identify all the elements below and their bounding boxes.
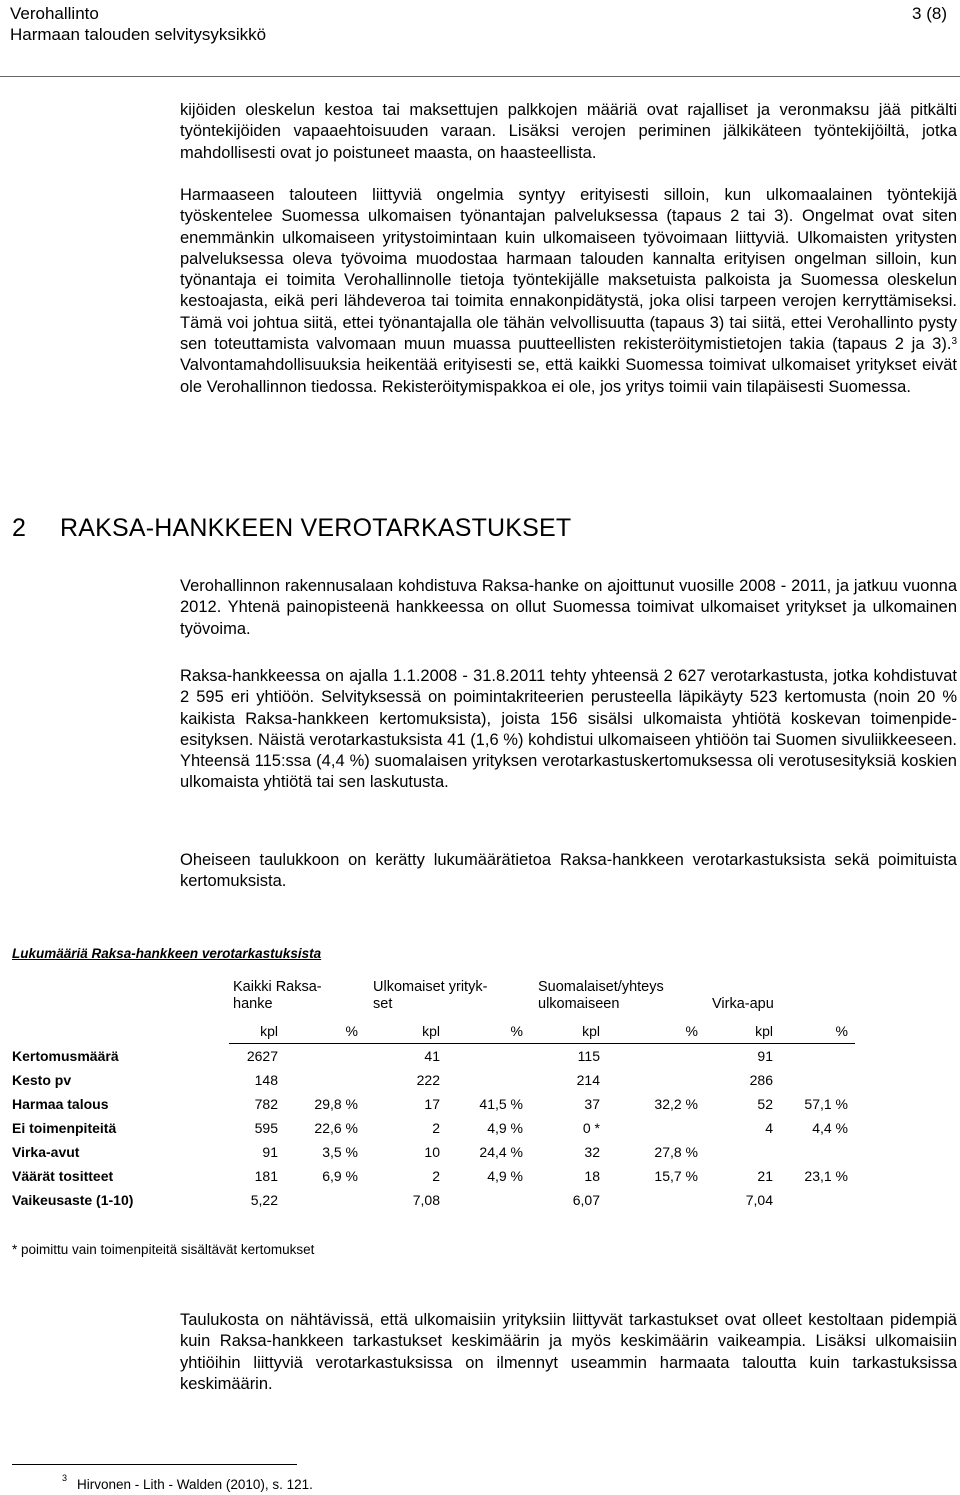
table-cell: 2 [432,1120,440,1136]
table-cell: 5,22 [250,1192,278,1208]
table-cell: 4,9 % [487,1168,523,1184]
col-group-header: Kaikki Raksa- hanke [233,979,322,1012]
table-cell: 115 [577,1048,600,1064]
table-cell: 0 * [582,1120,600,1136]
page-header-left [10,3,266,45]
footnote-text: Hirvonen - Lith - Walden (2010), s. 121. [77,1477,313,1492]
table-cell: 27,8 % [654,1144,698,1160]
footnote-ref: 3 [951,336,957,348]
row-label: Vaikeusaste (1-10) [12,1192,134,1208]
table-cell: 32,2 % [654,1096,698,1112]
table-cell: 23,1 % [804,1168,848,1184]
table-note: * poimittu vain toimenpiteitä sisältävät kertomukset [12,1242,315,1257]
table-cell: 32 [584,1144,600,1160]
section-number: 2 [12,514,27,542]
subheader-cell: kpl [755,1023,773,1039]
table-title: Lukumääriä Raksa-hankkeen verotarkastuksista [12,946,322,961]
subheader-cell: % [685,1023,698,1039]
table-cell: 91 [757,1048,773,1064]
row-label: Kesto pv [12,1072,72,1088]
table-cell: 21 [757,1168,773,1184]
row-label: Kertomusmäärä [12,1048,119,1064]
table-cell: 17 [424,1096,440,1112]
table-cell: 782 [254,1096,278,1112]
paragraph-5: Oheiseen taulukkoon on kerätty lukumäärätietoa Raksa-hankkeen verotarkastuksista sekä poimituista kertomuksista. [180,851,957,891]
table-cell: 4,4 % [812,1120,848,1136]
table-cell: 37 [584,1096,600,1112]
subheader-cell: % [345,1023,358,1039]
table-cell: 57,1 % [804,1096,848,1112]
footnote-mark: 3 [62,1473,68,1483]
table-cell: 52 [757,1096,773,1112]
page-number: 3 (8) [912,4,947,23]
section-title: RAKSA-HANKKEEN VEROTARKASTUKSET [60,514,572,542]
footnote-divider [12,1464,297,1465]
table-cell: 7,04 [745,1192,773,1208]
paragraph-1: kijöiden oleskelun kestoa tai maksettujen palkkojen määriä ovat rajalliset ja veronmaksu jää pitkälti työntekijöiden vapaaehtoisuuden varaan. Lisäksi verojen periminen jälkikäteen työntekijöiltä, jotka mahdollisesti ovat jo poistuneet maasta, on haasteellista. [180,101,957,162]
col-group-header: Suomalaiset/yhteys ulkomaiseen [538,979,664,1012]
table-cell: 29,8 % [314,1096,358,1112]
paragraph-4: Raksa-hankkeessa on ajalla 1.1.2008 - 31.8.2011 tehty yhteensä 2 627 verotarkastusta, jotka kohdistuvat 2 595 eri yhtiöön. Selvityksessä on poimintakriteerien perusteella läpikäyty 523 kertomusta (noin 20 % kaikista Raksa-hankkeen kertomuksista), joista 156 sisälsi ulkomaista yhtiötä koskevan toimenpide-esityksen. Näistä verotarkastuksista 41 (1,6 %) kohdistui ulkomaiseen yhtiöön tai Suomen sivuliikkeeseen. Yhteensä 115:ssa (4,4 %) suomalaisen yrityksen verotarkastuskertomuksessa oli verotusesityksiä koskien ulkomaista yhtiötä tai sen laskutusta. [180,667,957,792]
row-label: Virka-avut [12,1144,80,1160]
row-label: Harmaa talous [12,1096,109,1112]
subheader-cell: kpl [260,1023,278,1039]
row-label: Ei toimenpiteitä [12,1120,117,1136]
table-cell: 15,7 % [654,1168,698,1184]
table-cell: 286 [749,1072,773,1088]
table-cell: 41,5 % [479,1096,523,1112]
footnote [62,1473,313,1492]
section-heading [12,514,571,543]
table-cell: 6,07 [572,1192,600,1208]
paragraph-2-text-a: Harmaaseen talouteen liittyviä ongelmia syntyy erityisesti silloin, kun ulkomaalainen työntekijä työskentelee Suomessa ulkomaisen työnantajan palveluksessa (tapaus 2 tai 3). Ongelmat ovat siten enemmänkin ulkomaiseen yritystoimintaan kuin ulkomaiseen työvoimaan liittyviä. Ulkomaisten yritysten palveluksessa oleva työvoima muodostaa harmaan talouden kannalta erityisen ongelman silloin, kun työnantaja ei toimita Verohallinnolle tietoja työntekijälle maksetuista palkoista ja Suomessa oleskelun kestoajasta, eikä peri lähdeveroa tai toimita ennakonpidätystä, joka olisi tarpeen verojen kerryttämiseksi. Tämä voi johtua siitä, ettei työnantajalla ole tähän velvollisuutta (tapaus 3) tai siitä, ettei Verohallinto pysty sen toteuttamista valvomaan muun muassa puutteellisten rekisteröitymistietojen takia (tapaus 2 ja 3). [180,186,957,354]
row-label: Väärät tositteet [12,1168,114,1184]
table-cell: 4,9 % [487,1120,523,1136]
subheader-cell: kpl [422,1023,440,1039]
paragraph-2-text-b: Valvontamahdollisuuksia heikentää erityisesti se, että kaikki Suomessa toimivat ulkomaiset yritykset eivät ole Verohallinnon tiedossa. Rekisteröitymispakkoa ei ole, jos yritys toimii vain tilapäisesti Suomessa. [180,356,957,396]
table-cell: 22,6 % [314,1120,358,1136]
table-cell: 91 [262,1144,278,1160]
col-group-header: Virka-apu [712,996,774,1012]
subheader-cell: % [835,1023,848,1039]
subheader-cell: kpl [582,1023,600,1039]
header-org: Verohallinto [10,4,99,23]
table-cell: 214 [576,1072,600,1088]
table-cell: 181 [254,1168,278,1184]
table-cell: 24,4 % [479,1144,523,1160]
table-cell: 4 [765,1120,773,1136]
table-cell: 10 [424,1144,440,1160]
table-header-rule [229,1043,855,1044]
table-cell: 3,5 % [322,1144,358,1160]
col-group-header: Ulkomaiset yrityk- set [373,979,488,1012]
table-cell: 41 [424,1048,440,1064]
table-cell: 595 [254,1120,278,1136]
table-cell: 222 [416,1072,440,1088]
header-divider [0,76,960,77]
table-cell: 2 [432,1168,440,1184]
subheader-cell: % [510,1023,523,1039]
table-cell: 6,9 % [322,1168,358,1184]
table-cell: 148 [254,1072,278,1088]
header-unit: Harmaan talouden selvitysyksikkö [10,25,267,44]
table-cell: 7,08 [412,1192,440,1208]
table-cell: 2627 [246,1048,278,1064]
table-cell: 18 [584,1168,600,1184]
paragraph-3: Verohallinnon rakennusalaan kohdistuva Raksa-hanke on ajoittunut vuosille 2008 - 2011, ja jatkuu vuonna 2012. Yhtenä painopisteenä hankkeessa on ollut Suomessa toimivat ulkomaiset yritykset ja ulkomainen työvoima. [180,577,957,638]
paragraph-2 [180,185,957,398]
paragraph-6: Taulukosta on nähtävissä, että ulkomaisiin yrityksiin liittyvät tarkastukset ovat olleet kestoltaan pidempiä kuin Raksa-hankkeen tarkastukset keskimäärin ja myös keskimäärin vaikeampia. Lisäksi ulkomaisiin yhtiöihin liittyviä verotarkastuksissa on ilmennyt useammin harmaata taloutta kuin tarkastuksissa keskimäärin. [180,1311,957,1393]
